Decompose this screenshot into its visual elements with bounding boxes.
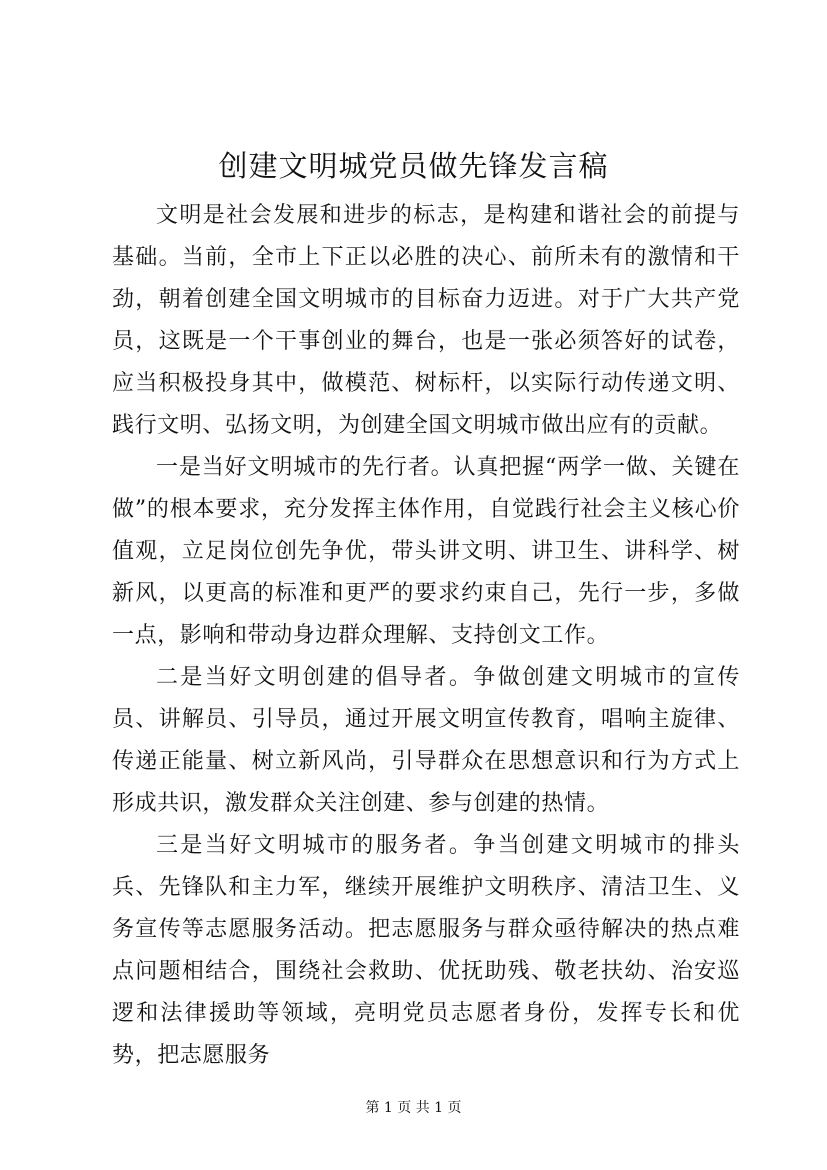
- paragraph-intro: 文明是社会发展和进步的标志，是构建和谐社会的前提与基础。当前，全市上下正以必胜的决心、前所未有的激情和干劲，朝着创建全国文明城市的目标奋力迈进。对于广大共产党员，这既是一个干事创业的舞台，也是一张必须答好的试卷，应当积极投身其中，做模范、树标杆，以实际行动传递文明、践行文明、弘扬文明，为创建全国文明城市做出应有的贡献。: [112, 203, 740, 438]
- document-body: [112, 195, 740, 1077]
- page-footer: 第 1 页 共 1 页: [365, 1100, 462, 1116]
- paragraph-point-three: 三是当好文明城市的服务者。争当创建文明城市的排头兵、先锋队和主力军，继续开展维护文明秩序、清洁卫生、义务宣传等志愿服务活动。把志愿服务与群众亟待解决的热点难点问题相结合，围绕社会救助、优抚助残、敬老扶幼、治安巡逻和法律援助等领域，亮明党员志愿者身份，发挥专长和优势，把志愿服务: [112, 833, 740, 1068]
- paragraph-point-two: 二是当好文明创建的倡导者。争做创建文明城市的宣传员、讲解员、引导员，通过开展文明宣传教育，唱响主旋律、传递正能量、树立新风尚，引导群众在思想意识和行为方式上形成共识，激发群众关注创建、参与创建的热情。: [112, 665, 740, 816]
- document-title: 创建文明城党员做先锋发言稿: [218, 149, 609, 183]
- paragraph-point-one: 一是当好文明城市的先行者。认真把握“两学一做、关键在做”的根本要求，充分发挥主体作用，自觉践行社会主义核心价值观，立足岗位创先争优，带头讲文明、讲卫生、讲科学、树新风，以更高的标准和更严的要求约束自己，先行一步，多做一点，影响和带动身边群众理解、支持创文工作。: [112, 455, 740, 648]
